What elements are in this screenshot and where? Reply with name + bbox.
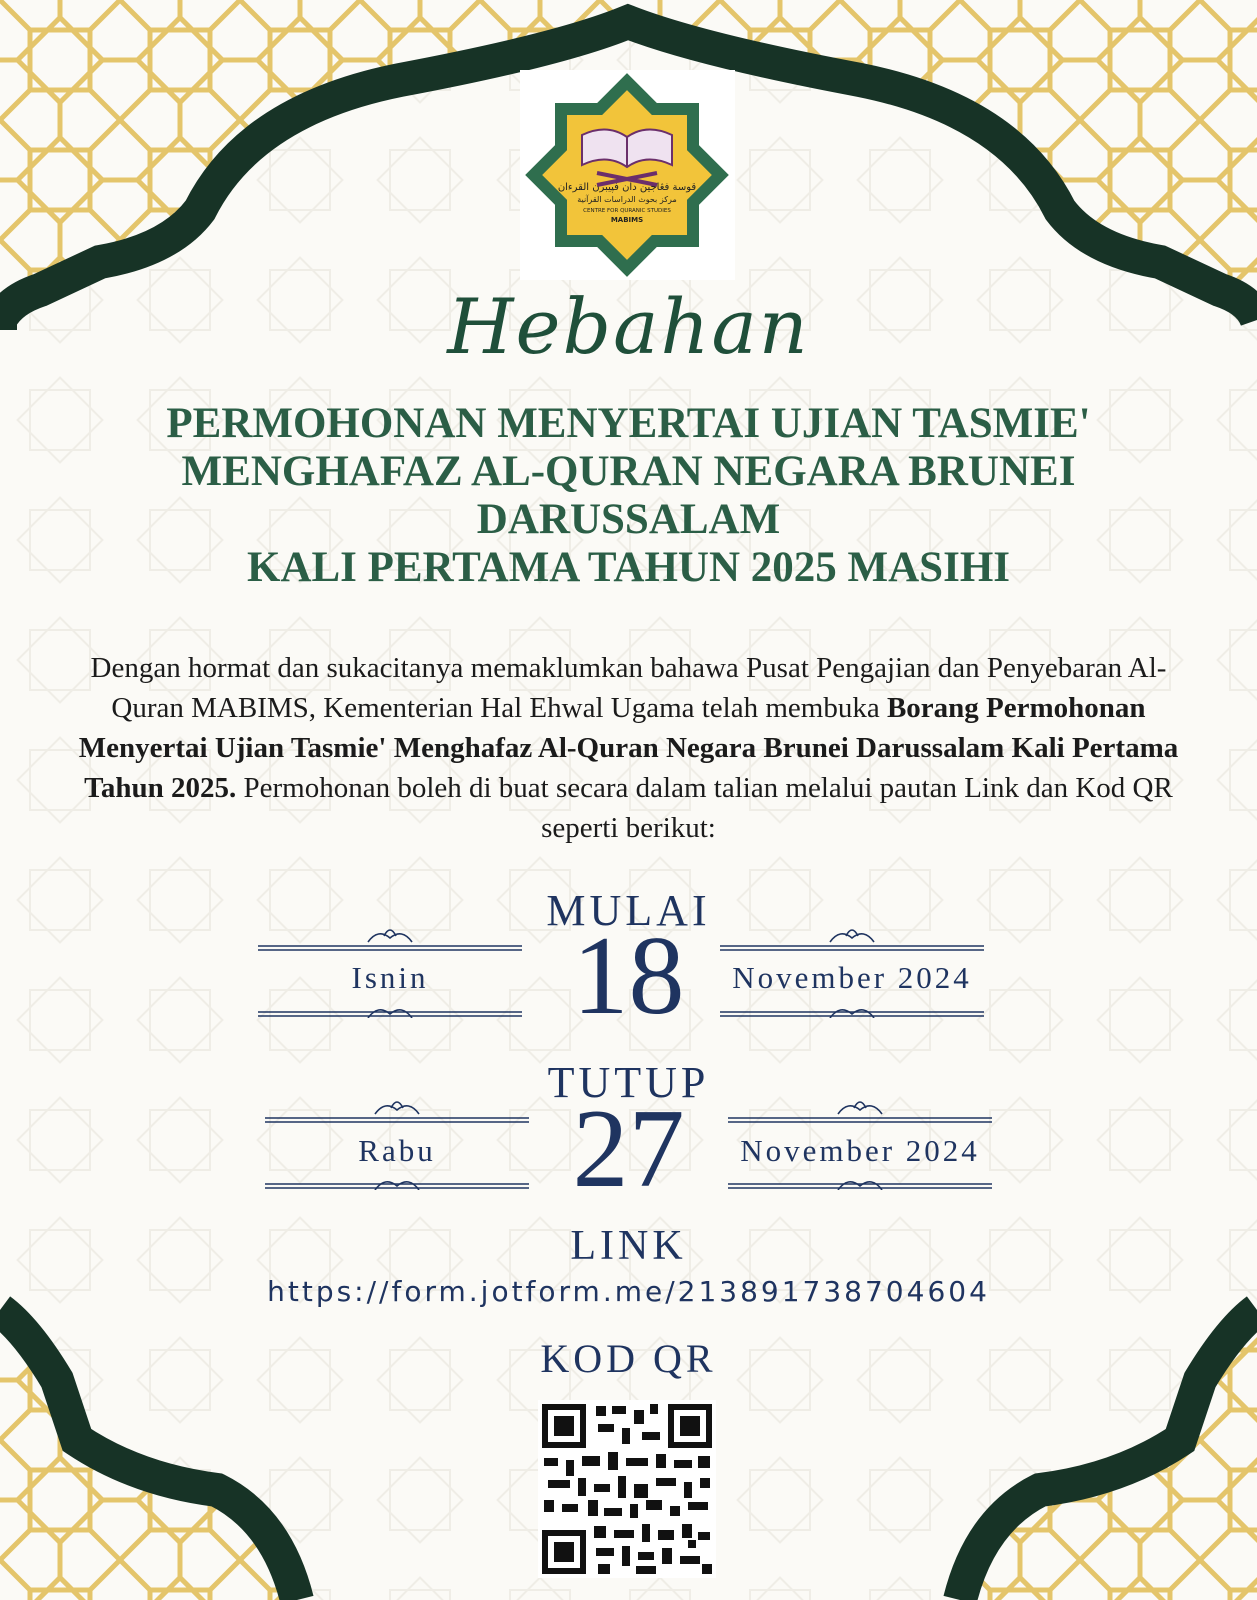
title-line: DARUSSALAM (476, 496, 781, 543)
body-paragraph (60, 648, 1197, 848)
open-label: MULAI (546, 886, 711, 935)
mabims-logo (520, 70, 735, 280)
qr-code-icon (538, 1400, 716, 1578)
body-outro: Permohonan boleh di buat secara dalam talian melalui pautan Link dan Kod QR seperti berikut: (243, 772, 1173, 844)
registration-link[interactable]: https://form.jotform.me/213891738704604 (267, 1275, 990, 1308)
logo-org: MABIMS (610, 216, 644, 224)
logo-arabic-line: قوسة فڠاجين دان فڽيبرن القرءان (557, 182, 697, 193)
title-line: MENGHAFAZ AL-QURAN NEGARA BRUNEI (181, 448, 1076, 495)
title-line: KALI PERTAMA TAHUN 2025 MASIHI (247, 544, 1010, 591)
announcement-title (90, 400, 1167, 592)
close-date: 27 (572, 1087, 685, 1211)
body-bold: Borang Permohonan Menyertai Ujian Tasmie' Menghafaz Al-Quran Negara Brunei Darussalam Kali Pertama Tahun 2025. (78, 692, 1179, 804)
link-label: LINK (570, 1223, 687, 1269)
open-date: 18 (572, 914, 685, 1038)
open-month-year: November 2024 (732, 960, 972, 995)
open-day: Isnin (351, 960, 429, 995)
close-day: Rabu (358, 1133, 436, 1168)
logo-arabic-sub: مركز بحوث الدراسات القرآنية (577, 195, 677, 204)
body-intro: Dengan hormat dan sukacitanya memaklumkan bahawa Pusat Pengajian dan Penyebaran Al-Quran MABIMS, Kementerian Hal Ehwal Ugama telah membuka (90, 652, 1167, 724)
qr-label: KOD QR (540, 1336, 717, 1381)
script-heading: Hebahan (447, 282, 810, 371)
close-month-year: November 2024 (740, 1133, 980, 1168)
close-label: TUTUP (547, 1058, 710, 1107)
logo-english-line: CENTRE FOR QURANIC STUDIES (583, 208, 671, 214)
title-line: PERMOHONAN MENYERTAI UJIAN TASMIE' (166, 400, 1091, 447)
qr-code[interactable] (538, 1400, 716, 1578)
